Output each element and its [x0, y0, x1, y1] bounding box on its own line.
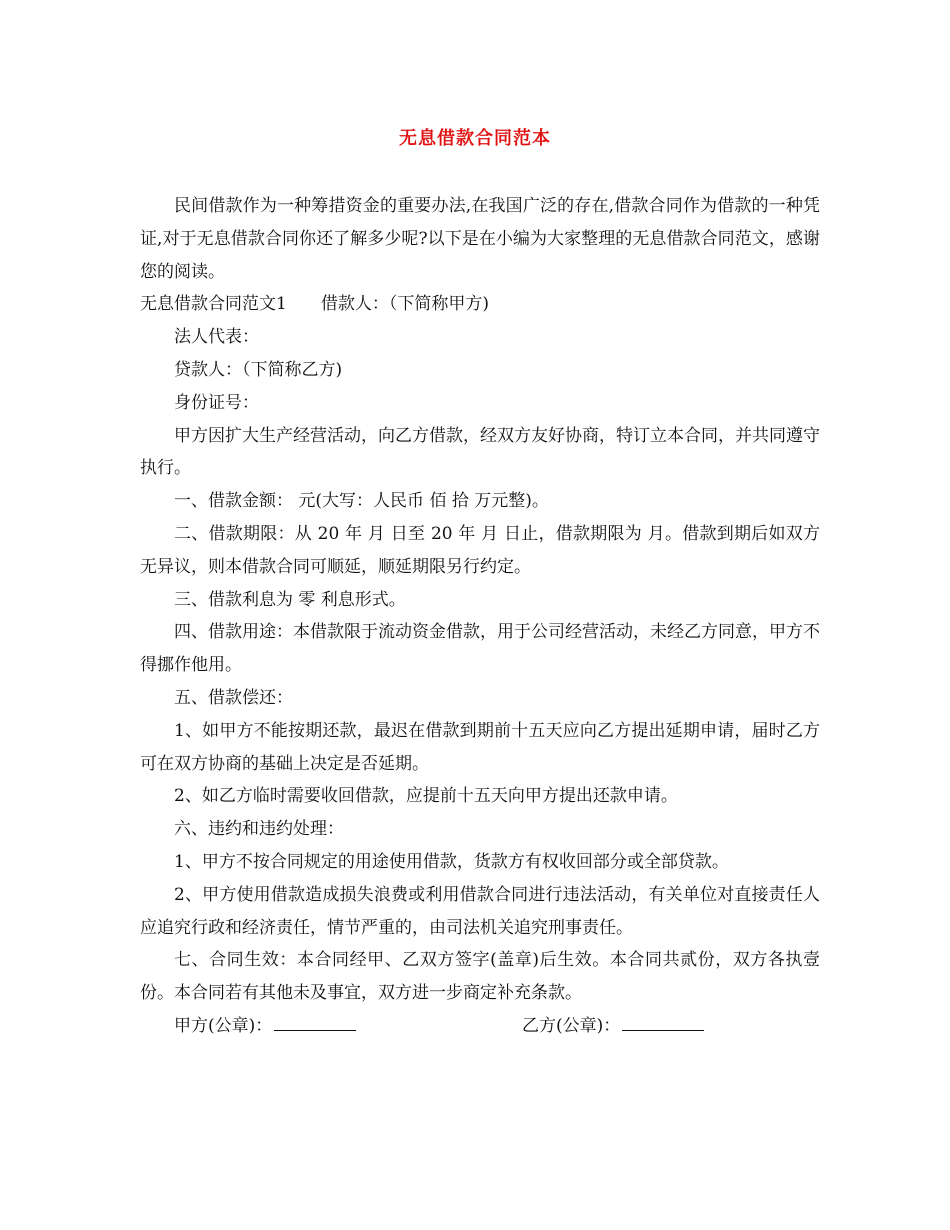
clause-6-2: 2、甲方使用借款造成损失浪费或利用借款合同进行违法活动，有关单位对直接责任人应追究行政和经济责任，情节严重的，由司法机关追究刑事责任。 [140, 884, 820, 938]
clause-4: 四、借款用途：本借款限于流动资金借款，用于公司经营活动，未经乙方同意，甲方不得挪作他用。 [140, 622, 820, 676]
legal-rep-line: 法人代表： [174, 327, 259, 348]
borrower-line: 借款人：（下简称甲方) [320, 294, 489, 315]
clause-2: 二、借款期限：从 20 年 月 日至 20 年 月 日止，借款期限为 月。借款到期后如双方无异议，则本借款合同可顺延，顺延期限另行约定。 [140, 523, 820, 577]
document-title: 无息借款合同范本 [399, 128, 551, 149]
clause-5: 五、借款偿还： [174, 687, 293, 708]
clause-6-1: 1、甲方不按合同规定的用途使用借款，货款方有权收回部分或全部贷款。 [174, 851, 729, 872]
clause-5-1: 1、如甲方不能按期还款，最迟在借款到期前十五天应向乙方提出延期申请，届时乙方可在双方协商的基础上决定是否延期。 [140, 720, 820, 774]
party-b-signature-blank [622, 1012, 704, 1031]
id-number-line: 身份证号： [174, 392, 259, 413]
party-a-signature-label: 甲方(公章)： [174, 1015, 273, 1036]
clause-1: 一、借款金额： 元(大写：人民币 佰 拾 万元整)。 [174, 491, 549, 512]
preamble-paragraph: 甲方因扩大生产经营活动，向乙方借款，经双方友好协商，特订立本合同，并共同遵守执行。 [140, 425, 820, 479]
sample-heading: 无息借款合同范文1 [140, 294, 287, 315]
party-b-signature-label: 乙方(公章)： [522, 1015, 621, 1036]
clause-3: 三、借款利息为 零 利息形式。 [174, 589, 406, 610]
party-a-signature-blank [274, 1012, 356, 1031]
clause-6: 六、违约和违约处理： [174, 819, 344, 840]
party-a-signature [174, 1010, 356, 1043]
clause-7: 七、合同生效：本合同经甲、乙双方签字(盖章)后生效。本合同共贰份，双方各执壹份。本合同若有其他未及事宜，双方进一步商定补充条款。 [140, 950, 820, 1004]
lender-line: 贷款人：（下简称乙方) [174, 359, 343, 380]
clause-5-2: 2、如乙方临时需要收回借款，应提前十五天向甲方提出还款申请。 [174, 786, 678, 807]
party-b-signature [522, 1010, 704, 1043]
intro-paragraph: 民间借款作为一种筹措资金的重要办法,在我国广泛的存在,借款合同作为借款的一种凭证,对于无息借款合同你还了解多少呢?以下是在小编为大家整理的无息借款合同范文，感谢您的阅读。 [140, 196, 820, 282]
sample-heading-line [140, 288, 820, 321]
signature-row [140, 1010, 820, 1043]
document-body [140, 190, 820, 1043]
